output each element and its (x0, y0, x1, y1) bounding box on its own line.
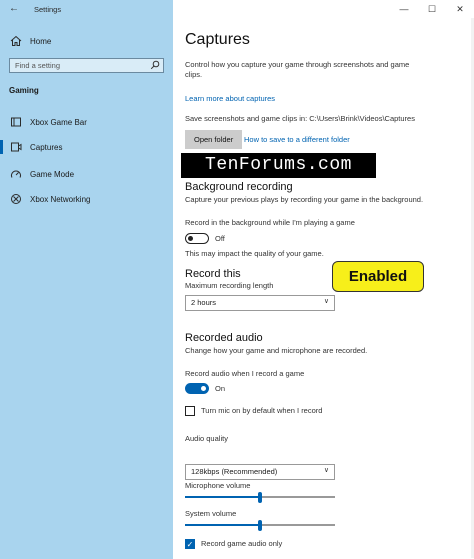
sidebar-item-label: Xbox Networking (30, 194, 91, 204)
maximize-button[interactable]: ☐ (427, 4, 437, 14)
sidebar (0, 0, 173, 559)
sidebar-item-game-mode[interactable] (0, 168, 173, 180)
toggle-state-label: On (215, 383, 226, 393)
sidebar-item-xbox-networking[interactable] (0, 193, 173, 205)
window-controls (390, 0, 474, 18)
xbox-game-bar-icon (10, 116, 22, 128)
section-label-gaming: Gaming (9, 86, 39, 95)
system-volume-label: System volume (185, 509, 237, 518)
slider-fill (185, 524, 260, 526)
chevron-down-icon: ∨ (323, 298, 329, 305)
audio-quality-value: 128kbps (Recommended) (191, 467, 278, 476)
save-path-text: Save screenshots and game clips in: C:\Users\Brink\Videos\Captures (185, 114, 415, 123)
main-pane (173, 0, 474, 559)
recorded-audio-description: Change how your game and microphone are recorded. (185, 346, 368, 355)
home-icon (10, 35, 22, 47)
audio-quality-label: Audio quality (185, 434, 228, 443)
sidebar-item-label: Xbox Game Bar (30, 117, 87, 127)
record-audio-toggle-label: Record audio when I record a game (185, 369, 305, 378)
captures-icon (10, 141, 22, 153)
close-button[interactable]: ✕ (456, 4, 464, 14)
max-length-value: 2 hours (191, 298, 217, 307)
game-audio-only-checkbox-row[interactable] (185, 539, 282, 549)
save-different-folder-link[interactable]: How to save to a different folder (244, 135, 350, 144)
search-placeholder: Find a setting (15, 61, 61, 70)
background-recording-toggle-label: Record in the background while I'm playing a game (185, 218, 355, 227)
sidebar-item-captures[interactable] (0, 141, 173, 153)
sidebar-item-xbox-game-bar[interactable] (0, 116, 173, 128)
minimize-button[interactable]: — (399, 4, 409, 14)
mic-default-checkbox-row[interactable] (185, 406, 322, 416)
back-arrow-icon[interactable]: ← (9, 3, 19, 14)
mic-volume-slider[interactable] (185, 492, 335, 502)
window-title: Settings (34, 5, 62, 14)
record-audio-toggle[interactable] (185, 383, 225, 394)
game-audio-only-checkbox[interactable]: ✓ (186, 540, 194, 549)
slider-thumb[interactable] (258, 520, 262, 531)
background-recording-toggle[interactable] (185, 233, 225, 244)
system-volume-slider[interactable] (185, 520, 335, 530)
toggle-switch-off[interactable] (185, 233, 209, 244)
sidebar-item-label: Game Mode (30, 169, 75, 179)
audio-quality-dropdown[interactable] (185, 464, 335, 480)
background-recording-heading: Background recording (185, 181, 293, 193)
mic-volume-label: Microphone volume (185, 481, 251, 490)
learn-more-link[interactable]: Learn more about captures (185, 94, 276, 103)
slider-thumb[interactable] (258, 492, 262, 503)
home-label: Home (30, 36, 52, 46)
max-length-label: Maximum recording length (185, 281, 274, 290)
game-audio-only-label: Record game audio only (201, 539, 283, 548)
chevron-down-icon: ∨ (323, 467, 329, 474)
search-icon (150, 60, 160, 70)
slider-fill (185, 496, 260, 498)
game-mode-icon (10, 168, 22, 180)
mic-default-checkbox[interactable] (185, 406, 195, 416)
page-description: Control how you capture your game through screenshots and game clips. (185, 60, 410, 79)
performance-note: This may impact the quality of your game. (185, 249, 324, 258)
record-this-heading: Record this (185, 268, 241, 280)
xbox-icon (10, 193, 22, 205)
toggle-state-label: Off (215, 233, 225, 243)
sidebar-item-home[interactable] (0, 35, 173, 47)
page-title: Captures (185, 31, 250, 48)
watermark: TenForums.com (181, 153, 376, 178)
recorded-audio-heading: Recorded audio (185, 332, 263, 344)
mic-default-label: Turn mic on by default when I record (201, 406, 323, 415)
search-input[interactable] (9, 58, 164, 73)
sidebar-item-label: Captures (30, 142, 63, 152)
background-recording-description: Capture your previous plays by recording your game in the background. (185, 195, 424, 204)
max-length-dropdown[interactable] (185, 295, 335, 311)
enabled-callout: Enabled (332, 261, 424, 292)
open-folder-button[interactable]: Open folder (185, 130, 242, 149)
toggle-switch-on[interactable] (185, 383, 209, 394)
